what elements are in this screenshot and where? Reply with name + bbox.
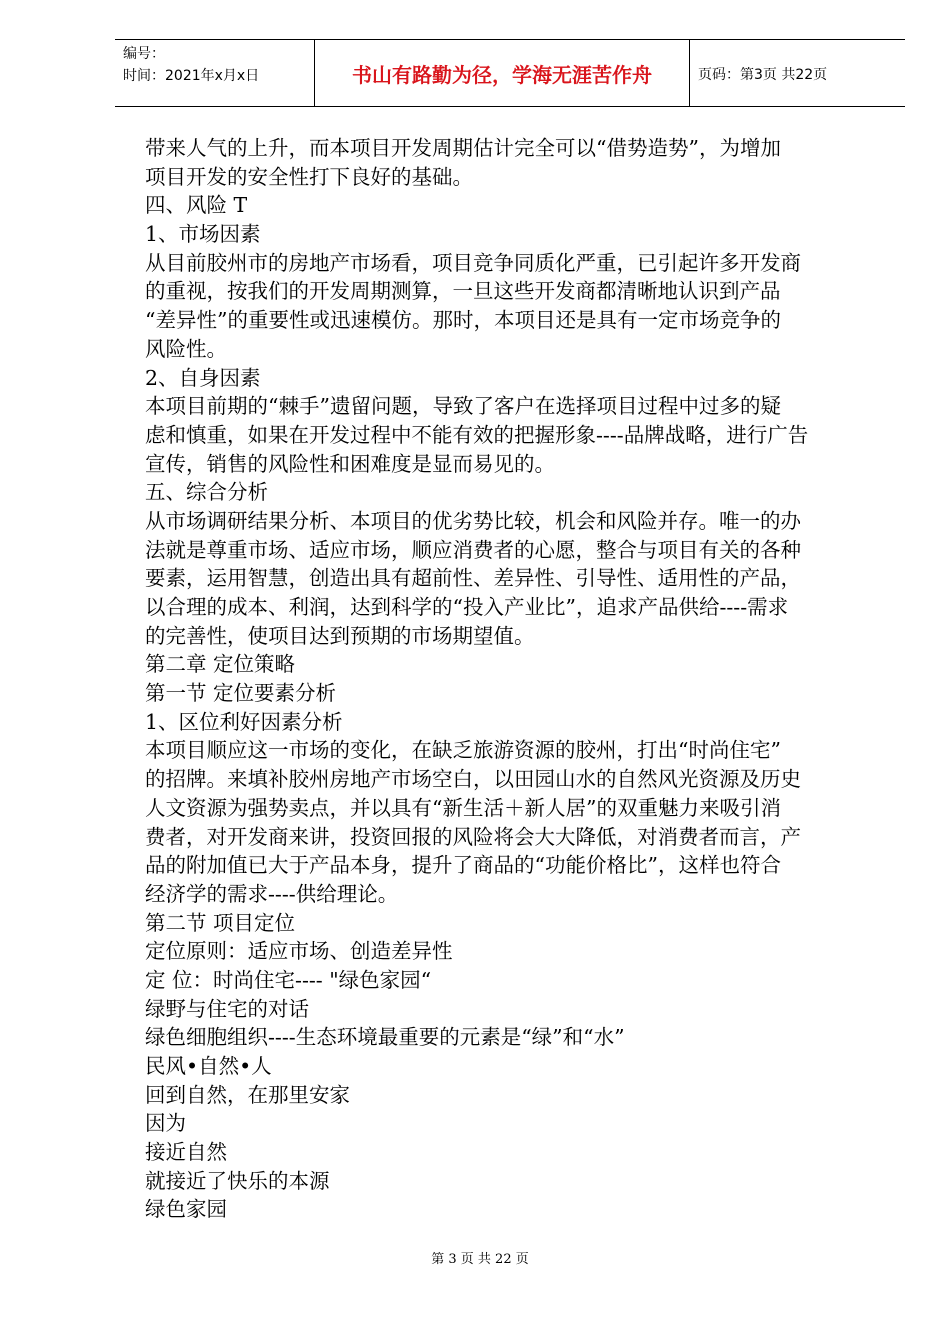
body-line: 带来人气的上升，而本项目开发周期估计完全可以“借势造势”，为增加: [145, 136, 781, 160]
body-line: 接近自然: [145, 1140, 227, 1165]
document-body: [145, 134, 865, 1224]
body-line: “差异性”的重要性或迅速模仿。那时，本项目还是具有一定市场竞争的: [145, 308, 781, 333]
body-line: 本项目顺应这一市场的变化，在缺乏旅游资源的胶州，打出“时尚住宅”: [145, 738, 781, 763]
page-footer: 第 3 页 共 22 页: [431, 1252, 529, 1267]
header-page-number: 页码：第3页 共22页: [698, 66, 828, 83]
body-line: 1、市场因素: [145, 222, 261, 247]
body-line: 回到自然，在那里安家: [145, 1082, 350, 1107]
body-line: 第一节 定位要素分析: [145, 681, 337, 706]
document-time: 时间：2021年x月x日: [123, 68, 260, 84]
body-line: 人文资源为强势卖点，并以具有“新生活＋新人居”的双重魅力来吸引消: [145, 795, 781, 820]
body-line: 风险性。: [145, 336, 227, 361]
body-line: 经济学的需求----供给理论。: [145, 881, 399, 906]
body-line: 绿色细胞组织----生态环境最重要的元素是“绿”和“水”: [145, 1025, 625, 1050]
body-line: 四、风险 T: [145, 193, 248, 218]
body-line: 虑和慎重，如果在开发过程中不能有效的把握形象----品牌战略，进行广告: [145, 422, 809, 447]
body-line: 就接近了快乐的本源: [145, 1168, 330, 1193]
body-line: 定位原则：适应市场、创造差异性: [145, 939, 453, 964]
body-line: 的招牌。来填补胶州房地产市场空白，以田园山水的自然风光资源及历史: [145, 767, 801, 792]
body-line: 定 位：时尚住宅---- "绿色家园“: [145, 967, 432, 992]
body-line: 1、区位利好因素分析: [145, 709, 343, 734]
body-line: 绿色家园: [145, 1197, 227, 1222]
body-line: 从目前胶州市的房地产市场看，项目竞争同质化严重，已引起许多开发商: [145, 250, 801, 275]
body-line: 品的附加值已大于产品本身，提升了商品的“功能价格比”，这样也符合: [145, 853, 781, 878]
body-line: 项目开发的安全性打下良好的基础。: [145, 164, 473, 189]
body-line: 第二节 项目定位: [145, 910, 296, 935]
page-header: [115, 39, 905, 107]
document-number: 编号：: [123, 46, 165, 62]
body-line: 从市场调研结果分析、本项目的优劣势比较，机会和风险并存。唯一的办: [145, 508, 801, 533]
body-line: 五、综合分析: [145, 480, 268, 505]
body-line: 绿野与住宅的对话: [145, 996, 309, 1021]
body-line: 宣传，销售的风险性和困难度是显而易见的。: [145, 451, 555, 476]
body-line: 的重视，按我们的开发周期测算，一旦这些开发商都清晰地认识到产品: [145, 279, 781, 304]
body-line: 因为: [145, 1111, 186, 1136]
header-meta: [115, 40, 315, 107]
header-motto: 书山有路勤为径，学海无涯苦作舟: [315, 40, 690, 107]
body-line: 以合理的成本、利润，达到科学的“投入产业比”，追求产品供给----需求: [145, 595, 789, 619]
body-line: 本项目前期的“棘手”遗留问题，导致了客户在选择项目过程中过多的疑: [145, 394, 781, 419]
body-line: 法就是尊重市场、适应市场，顺应消费者的心愿，整合与项目有关的各种: [145, 537, 801, 562]
body-line: 要素，运用智慧，创造出具有超前性、差异性、引导性、适用性的产品，: [145, 566, 801, 591]
body-line: 第二章 定位策略: [145, 652, 296, 677]
body-line: 费者，对开发商来讲，投资回报的风险将会大大降低，对消费者而言，产: [145, 824, 801, 849]
body-line: 2、自身因素: [145, 365, 261, 390]
body-line: 民风•自然•人: [145, 1054, 272, 1078]
body-line: 的完善性，使项目达到预期的市场期望值。: [145, 623, 535, 648]
